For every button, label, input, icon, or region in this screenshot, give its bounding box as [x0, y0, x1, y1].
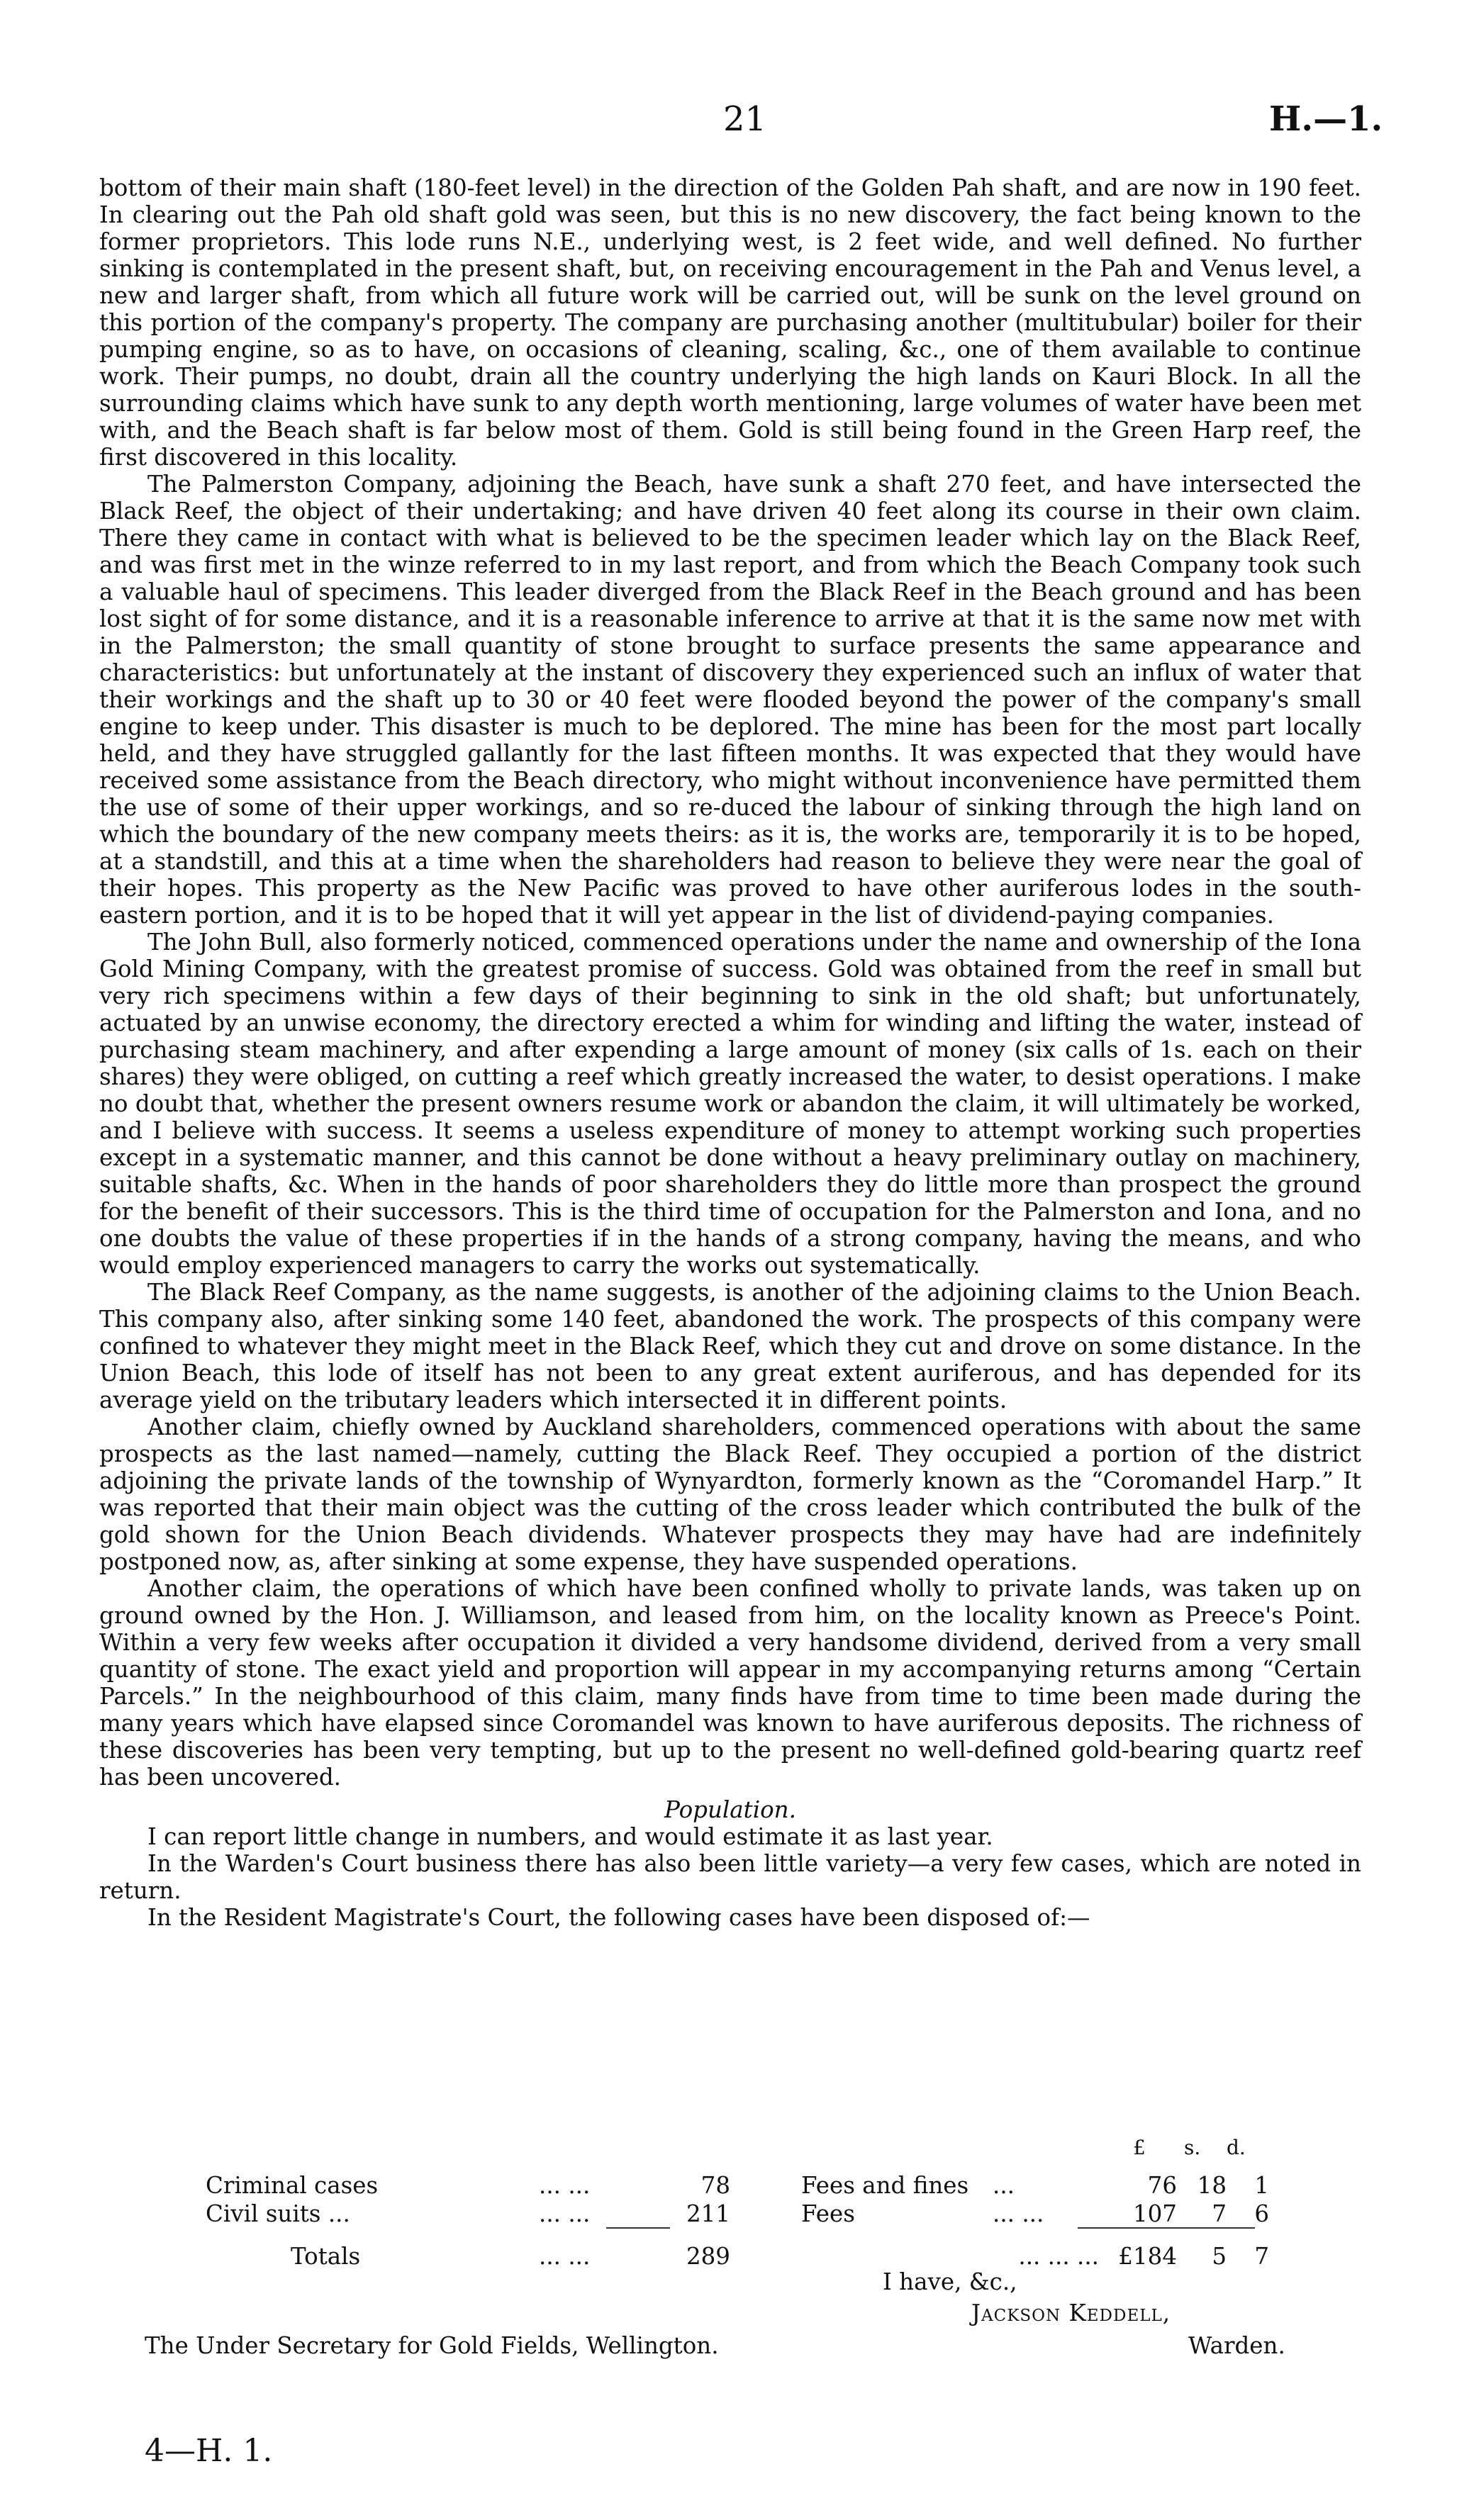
signoff-name: Jackson Keddell,: [971, 2300, 1171, 2326]
leader-dots: ... ...: [993, 2200, 1044, 2227]
case-count: 211: [686, 2200, 730, 2227]
pence-value: 1: [1254, 2172, 1269, 2199]
pence-value: 6: [1254, 2200, 1269, 2227]
signoff-title: Warden.: [1188, 2332, 1285, 2359]
case-label: Criminal cases: [206, 2172, 379, 2199]
shillings-value: 7: [1212, 2200, 1227, 2227]
total-count: 289: [686, 2243, 730, 2270]
paragraph: Another claim, the operations of which have been confined wholly to private lands, was taken up on ground owned by the Hon. J. Williamson, and leased from him, on the locality known as Preece's Point. Within a very few weeks after occupation it divided a very handsome dividend, derived from a very small quantity of stone. The exact yield and proportion will appear in my accompanying returns among “Certain Parcels.” In the neighbourhood of this claim, many finds have from time to time been made during the many years which have elapsed since Coromandel was known to have auriferous deposits. The richness of these discoveries has been very tempting, but up to the present no well-defined gold-bearing quartz reef has been uncovered.: [99, 1575, 1361, 1791]
addressee: The Under Secretary for Gold Fields, Wellington.: [145, 2332, 719, 2359]
body-text: [99, 174, 1361, 1931]
document-reference: H.—1.: [1269, 99, 1383, 139]
sum-rule: [606, 2227, 670, 2229]
cases-table: [206, 2171, 1269, 2270]
leader-dots: ...: [993, 2172, 1015, 2199]
totals-label: Totals: [291, 2243, 361, 2270]
fee-label-empty: [730, 2228, 993, 2270]
table-row: [206, 2171, 1269, 2200]
section-heading: Population.: [664, 1796, 796, 1823]
page-number: 21: [723, 99, 767, 139]
fee-label: Fees: [801, 2200, 855, 2227]
fee-label: Fees and fines: [801, 2172, 969, 2199]
paragraph: The Palmerston Company, adjoining the Beach, have sunk a shaft 270 feet, and have intersected the Black Reef, the object of their undertaking; and have driven 40 feet along its course in their own claim. There they came in contact with what is believed to be the specimen leader which lay on the Black Reef, and was first met in the winze referred to in my last report, and from which the Beach Company took such a valuable haul of specimens. This leader diverged from the Black Reef in the Beach ground and has been lost sight of for some distance, and it is a reasonable inference to arrive at that it is the same now met with in the Palmerston; the small quantity of stone brought to surface presents the same appearance and characteristics: but unfortunately at the instant of discovery they experienced such an influx of water that their workings and the shaft up to 30 or 40 feet were flooded beyond the power of the company's small engine to keep under. This disaster is much to be deplored. The mine has been for the most part locally held, and they have struggled gallantly for the last fifteen months. It was expected that they would have received some assistance from the Beach directory, who might without inconvenience have permitted them the use of some of their upper workings, and so re-duced the labour of sinking through the high land on which the boundary of the new company meets theirs: as it is, the works are, temporarily it is to be hoped, at a standstill, and this at a time when the shareholders had reason to believe they were near the goal of their hopes. This property as the New Pacific was proved to have other auriferous lodes in the south-eastern portion, and it is to be hoped that it will yet appear in the list of dividend-paying companies.: [99, 471, 1361, 929]
total-pounds: £184: [1118, 2243, 1177, 2270]
shillings-value: 18: [1197, 2172, 1227, 2199]
paragraph: I can report little change in numbers, and would estimate it as last year.: [147, 1823, 993, 1850]
leader-dots: ... ...: [539, 2172, 591, 2199]
shillings-header: s.: [1184, 2136, 1201, 2159]
case-label: Civil suits ...: [206, 2200, 350, 2227]
paragraph: bottom of their main shaft (180-feet level) in the direction of the Golden Pah shaft, and are now in 190 feet. In clearing out the Pah old shaft gold was seen, but this is no new discovery, the fact being known to the former proprietors. This lode runs N.E., underlying west, is 2 feet wide, and well defined. No further sinking is contemplated in the present shaft, but, on receiving encouragement in the Pah and Venus level, a new and larger shaft, from which all future work will be carried out, will be sunk on the level ground on this portion of the company's property. The company are purchasing another (multitubular) boiler for their pumping engine, so as to have, on occasions of cleaning, scaling, &c., one of them available to continue work. Their pumps, no doubt, drain all the country underlying the high lands on Kauri Block. In all the surrounding claims which have sunk to any depth worth mentioning, large volumes of water have been met with, and the Beach shaft is far below most of them. Gold is still being found in the Green Harp reef, the first discovered in this locality.: [99, 174, 1361, 471]
sum-rule: [1078, 2227, 1255, 2229]
paragraph: Another claim, chiefly owned by Auckland shareholders, commenced operations with about the same prospects as the last named—namely, cutting the Black Reef. They occupied a portion of the district adjoining the private lands of the township of Wynyardton, formerly known as the “Coromandel Harp.” It was reported that their main object was the cutting of the cross leader which contributed the bulk of the gold shown for the Union Beach dividends. Whatever prospects they may have had are indefinitely postponed now, as, after sinking at some expense, they have suspended operations.: [99, 1413, 1361, 1575]
pounds-header: £: [1133, 2136, 1146, 2159]
totals-row: [206, 2228, 1269, 2270]
paragraph: The John Bull, also formerly noticed, commenced operations under the name and ownership of the Iona Gold Mining Company, with the greatest promise of success. Gold was obtained from the reef in small but very rich specimens within a few days of their beginning to sink in the old shaft; but unfortunately, actuated by an unwise economy, the directory erected a whim for winding and lifting the water, instead of purchasing steam machinery, and after expending a large amount of money (six calls of 1s. each on their shares) they were obliged, on cutting a reef which greatly increased the water, to desist operations. I make no doubt that, whether the present owners resume work or abandon the claim, it will ultimately be worked, and I believe with success. It seems a useless expenditure of money to attempt working such properties except in a systematic manner, and this cannot be done without a heavy preliminary outlay on machinery, suitable shafts, &c. When in the hands of poor shareholders they do little more than prospect the ground for the benefit of their successors. This is the third time of occupation for the Palmerston and Iona, and no one doubts the value of these properties if in the hands of a strong company, having the means, and who would employ experienced managers to carry the works out systematically.: [99, 929, 1361, 1279]
pence-header: d.: [1227, 2136, 1246, 2159]
footer-code: 4—H. 1.: [145, 2433, 273, 2469]
case-count: 78: [700, 2172, 730, 2199]
table-row: [206, 2200, 1269, 2228]
leader-dots: ... ... ...: [1018, 2243, 1099, 2270]
paragraph: In the Resident Magistrate's Court, the following cases have been disposed of:—: [147, 1904, 1090, 1931]
total-shillings: 5: [1212, 2243, 1227, 2270]
leader-dots: ... ...: [539, 2243, 591, 2270]
signoff-greeting: I have, &c.,: [883, 2268, 1017, 2295]
paragraph: The Black Reef Company, as the name suggests, is another of the adjoining claims to the Union Beach. This company also, after sinking some 140 feet, abandoned the work. The prospects of this company were confined to whatever they might meet in the Black Reef, which they cut and drove on some distance. In the Union Beach, this lode of itself has not been to any great extent auriferous, and has depended for its average yield on the tributary leaders which intersected it in different points.: [99, 1279, 1361, 1413]
total-pence: 7: [1254, 2243, 1269, 2270]
pounds-value: 107: [1132, 2200, 1177, 2227]
paragraph: In the Warden's Court business there has also been little variety—a very few cases, which are noted in return.: [99, 1850, 1361, 1904]
leader-dots: ... ...: [539, 2200, 591, 2227]
pounds-value: 76: [1147, 2172, 1177, 2199]
